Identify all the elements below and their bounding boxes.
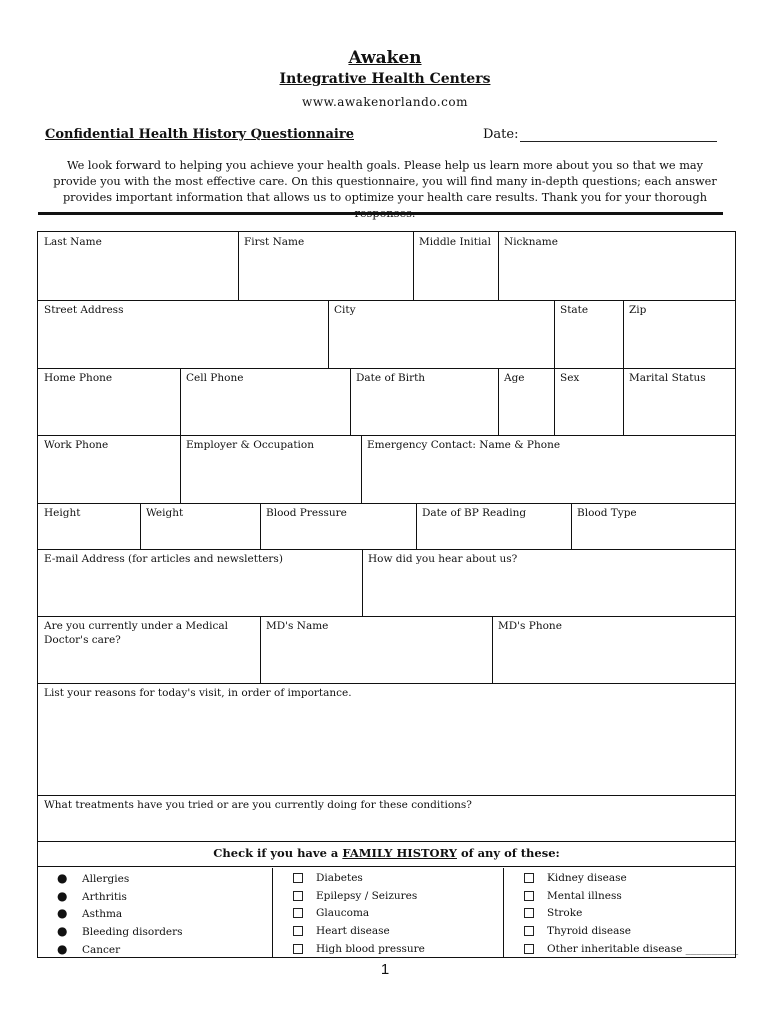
md-care-field[interactable]: [38, 616, 261, 684]
middle-initial-label: Middle Initial: [419, 236, 491, 248]
checkbox[interactable]: [524, 944, 534, 954]
list-item: [57, 941, 272, 959]
visit-reasons-field[interactable]: [38, 683, 735, 796]
work-phone-label: Work Phone: [44, 439, 109, 451]
condition-label: High blood pressure: [316, 942, 425, 955]
checkbox[interactable]: [524, 926, 534, 936]
list-item[interactable]: [524, 870, 735, 888]
heard-about-field[interactable]: [362, 549, 735, 617]
height-label: Height: [44, 507, 81, 519]
home-phone-label: Home Phone: [44, 372, 113, 384]
list-item[interactable]: [293, 888, 503, 906]
city-field[interactable]: [328, 300, 555, 369]
condition-label: Mental illness: [547, 889, 622, 902]
work-phone-field[interactable]: [38, 435, 181, 504]
intro-paragraph: We look forward to helping you achieve your health goals. Please help us learn more about you so that we may provide you with the most effective care. On this questionnaire, you will find many in-depth questions; each answer provides important information that allows us to optimize your health care results. Thank you for your thorough: [53, 159, 717, 204]
website: www.awakenorlando.com: [302, 95, 468, 109]
cell-phone-field[interactable]: [180, 368, 351, 436]
blood-type-label: Blood Type: [577, 507, 637, 519]
first-name-field[interactable]: [238, 232, 414, 301]
condition-label: Stroke: [547, 907, 583, 920]
bp-date-field[interactable]: [416, 503, 572, 550]
treatments-label: What treatments have you tried or are you currently doing for these conditions?: [44, 799, 472, 811]
visit-reasons-label: List your reasons for today's visit, in order of importance.: [44, 687, 352, 699]
date-of-birth-label: Date of Birth: [356, 372, 426, 384]
bullet-icon: ●: [57, 924, 68, 939]
bullet-icon: ●: [57, 941, 68, 956]
family-history-heading: [38, 841, 735, 867]
md-phone-label: MD's Phone: [498, 620, 562, 632]
divider: [38, 212, 723, 215]
first-name-label: First Name: [244, 236, 305, 248]
age-field[interactable]: [498, 368, 555, 436]
bp-date-label: Date of BP Reading: [422, 507, 527, 519]
md-name-field[interactable]: [260, 616, 493, 684]
md-name-label: MD's Name: [266, 620, 329, 632]
last-name-field[interactable]: [38, 232, 239, 301]
patient-info-form: [37, 231, 739, 958]
list-item[interactable]: [293, 941, 503, 959]
emergency-contact-label: Emergency Contact: Name & Phone: [367, 439, 561, 451]
date-label: Date:: [483, 127, 519, 142]
condition-label: Kidney disease: [547, 872, 627, 884]
checkbox[interactable]: [293, 873, 303, 883]
checkbox[interactable]: [524, 891, 534, 901]
family-history-heading-emphasis: FAMILY HISTORY: [342, 846, 457, 860]
middle-initial-field[interactable]: [413, 232, 499, 301]
condition-label: Diabetes: [316, 872, 363, 884]
family-history-heading-post: of any of these:: [456, 846, 560, 860]
brand-name: Awaken: [348, 48, 422, 68]
blood-pressure-label: Blood Pressure: [266, 507, 347, 519]
checkbox[interactable]: [524, 873, 534, 883]
marital-status-field[interactable]: [623, 368, 735, 436]
email-label: E-mail Address (for articles and newsletters): [44, 553, 283, 565]
zip-field[interactable]: [623, 300, 735, 369]
condition-label: Cancer: [82, 943, 121, 956]
zip-label: Zip: [629, 304, 647, 316]
employer-field[interactable]: [180, 435, 362, 504]
cell-phone-label: Cell Phone: [186, 372, 244, 384]
checkbox[interactable]: [293, 944, 303, 954]
family-history-column-2: [273, 868, 504, 957]
street-address-field[interactable]: [38, 300, 329, 369]
condition-label: Allergies: [82, 873, 130, 885]
weight-label: Weight: [146, 507, 184, 519]
condition-label: Asthma: [82, 908, 123, 921]
home-phone-field[interactable]: [38, 368, 181, 436]
md-care-label: Are you currently under a Medical Doctor's care?: [44, 620, 228, 646]
checkbox[interactable]: [293, 908, 303, 918]
date-of-birth-field[interactable]: [350, 368, 499, 436]
condition-label: Epilepsy / Seizures: [316, 889, 418, 902]
emergency-contact-field[interactable]: [361, 435, 735, 504]
age-label: Age: [504, 372, 525, 384]
condition-label: Arthritis: [82, 890, 127, 903]
email-field[interactable]: [38, 549, 363, 617]
date-line[interactable]: [520, 128, 717, 142]
weight-field[interactable]: [140, 503, 261, 550]
condition-label: Heart disease: [316, 925, 390, 938]
brand-subtitle: Integrative Health Centers: [279, 71, 491, 87]
checkbox[interactable]: [293, 926, 303, 936]
list-item[interactable]: [524, 923, 735, 941]
date-field[interactable]: [483, 127, 717, 142]
marital-status-label: Marital Status: [629, 372, 706, 384]
list-item[interactable]: [524, 905, 735, 923]
condition-label: Bleeding disorders: [82, 926, 183, 939]
list-item: [57, 870, 272, 888]
nickname-label: Nickname: [504, 236, 558, 248]
checkbox[interactable]: [293, 891, 303, 901]
condition-label: Thyroid disease: [547, 925, 631, 938]
list-item: [57, 923, 272, 941]
list-item: [57, 888, 272, 906]
family-history-column-3: [504, 868, 739, 957]
list-item[interactable]: [293, 923, 503, 941]
bullet-icon: ●: [57, 871, 68, 885]
list-item[interactable]: [524, 888, 735, 906]
condition-label: Glaucoma: [316, 907, 370, 920]
family-history-column-1: [38, 868, 273, 957]
blood-type-field[interactable]: [571, 503, 735, 550]
heard-about-label: How did you hear about us?: [368, 553, 518, 565]
treatments-field[interactable]: [38, 795, 735, 842]
condition-label: Other inheritable disease __________: [547, 942, 739, 955]
sex-field[interactable]: [554, 368, 624, 436]
questionnaire-title: Confidential Health History Questionnaire: [45, 127, 354, 142]
employer-label: Employer & Occupation: [186, 439, 314, 451]
list-item[interactable]: [293, 905, 503, 923]
bullet-icon: ●: [57, 888, 68, 903]
sex-label: Sex: [560, 372, 580, 384]
state-field[interactable]: [554, 300, 624, 369]
list-item: [57, 905, 272, 923]
md-phone-field[interactable]: [492, 616, 735, 684]
bullet-icon: ●: [57, 906, 68, 921]
nickname-field[interactable]: [498, 232, 735, 301]
blood-pressure-field[interactable]: [260, 503, 417, 550]
street-address-label: Street Address: [44, 304, 124, 316]
list-item[interactable]: [524, 941, 739, 959]
family-history-heading-pre: Check if you have a: [213, 846, 343, 860]
list-item[interactable]: [293, 870, 503, 888]
state-label: State: [560, 304, 589, 316]
checkbox[interactable]: [524, 908, 534, 918]
city-label: City: [334, 304, 356, 316]
last-name-label: Last Name: [44, 236, 102, 248]
height-field[interactable]: [38, 503, 141, 550]
page-number: 1: [380, 961, 390, 978]
